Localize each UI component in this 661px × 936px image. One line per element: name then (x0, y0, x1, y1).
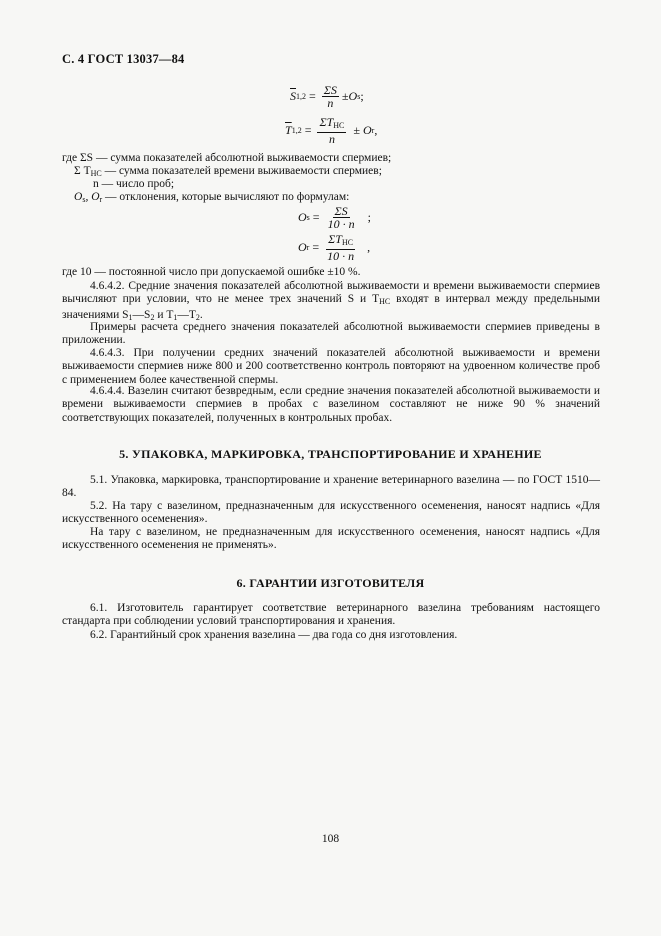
para-5-2: 5.2. На тару с вазелином, предназначенным для искусственного осеменения, наносят надпись «Для искусственного осеменения». (62, 500, 600, 526)
para-4642-text-a: 4.6.4.2. Средние значения показателей абсолютной выживаемости и времени выживаемости спермиев вычисляют при условии, что не менее трех значений S и T (62, 280, 600, 306)
para-constant: где 10 — постоянной число при допускаемой ошибке ±10 %. (62, 266, 361, 278)
formula-t-num: ΣT (319, 115, 334, 129)
para-4642-text-f: . (199, 308, 203, 321)
def-sum-t-sub: НС (90, 169, 102, 178)
formula-os-den: 10 · n (327, 217, 355, 231)
def-sum-s: где ΣS — сумма показателей абсолютной выживаемости спермиев; (62, 152, 392, 164)
def-os-sub: s (82, 195, 86, 204)
para-4642-text-d: и T (154, 308, 174, 321)
formula-os-lhs-sub: s (306, 213, 310, 222)
formula-t-lhs: $\overline{T}$ (285, 123, 292, 137)
def-n: n — число проб; (93, 178, 175, 190)
page-header: С. 4 ГОСТ 13037—84 (62, 52, 185, 66)
page-number: 108 (321, 833, 340, 845)
para-4642-text-c: —S (132, 308, 151, 321)
formula-t-rhs: ± O (353, 123, 372, 137)
formula-os-num: ΣS (334, 204, 348, 218)
formula-s: $\overline{S}$ 1,2 = $\frac{\Sigma S}{n}$ ±O s ; (290, 83, 364, 110)
def-sum-t-text: — сумма показателей времени выживаемости спермиев; (101, 165, 382, 177)
formula-or-num: ΣT (328, 232, 342, 246)
formula-t: $\overline{T}$ 1,2 = $\frac{\Sigma T_{НС}}{n}$ ± O r , (285, 115, 378, 146)
formula-or-den: 10 · n (327, 249, 355, 263)
def-deviations-text: — отклонения, которые вычисляют по формулам: (102, 191, 350, 203)
para-6-1: 6.1. Изготовитель гарантирует соответствие ветеринарного вазелина требованиям настоящего стандарта при соблюдении условий транспортирования и хранения. (62, 602, 600, 628)
def-deviations (74, 191, 349, 206)
para-4643: 4.6.4.3. При получении средних значений показателей абсолютной выживаемости и времени выживаемости спермиев ниже 800 и 200 соответственно контроль повторяют на удвоенном количестве проб с применением более качественной спермы. (62, 347, 600, 386)
para-4642: 4.6.4.2. Средние значения показателей абсолютной выживаемости и времени выживаемости спермиев вычисляют при условии, что не менее трех значений S и $T_{НС}$ входят в интервал между предельными значениями $S_1—S_2$ и $T_1—T_2$. (62, 280, 600, 322)
para-examples: Примеры расчета среднего значения показателей абсолютной выживаемости спермиев приведены в приложении. (62, 321, 600, 347)
formula-t-end: , (374, 123, 378, 137)
formula-os-end: ; (367, 210, 371, 224)
def-sum-t-symbol: Σ T (74, 165, 91, 177)
formula-s-rhs-sub: s (357, 92, 361, 101)
para-4642-text-b: входят в интервал между предельными значениями S (62, 293, 600, 321)
formula-s-lhs: $\overline{S}$ (290, 89, 296, 103)
para-4644: 4.6.4.4. Вазелин считают безвредным, если средние значения показателей абсолютной выживаемости и времени выживаемости спермиев в пробах с вазелином составляют не ниже 90 % значений соответствующих показателей, полученных в контрольных пробах. (62, 385, 600, 424)
para-4642-text-e: —T (177, 308, 196, 321)
formula-s-rhs: ±O (341, 89, 358, 103)
formula-t-rhs-sub: r (371, 126, 375, 135)
formula-or: O r = $\frac{\Sigma T_{НС}}{10 \cdot n}$ , (298, 232, 371, 263)
def-or-sub: r (99, 195, 103, 204)
para-6-2: 6.2. Гарантийный срок хранения вазелина — два года со дня изготовления. (90, 629, 458, 641)
para-5-1: 5.1. Упаковка, маркировка, транспортирование и хранение ветеринарного вазелина — по ГОСТ 1510—84. (62, 474, 600, 500)
section-5-title: 5. УПАКОВКА, МАРКИРОВКА, ТРАНСПОРТИРОВАНИЕ И ХРАНЕНИЕ (119, 447, 542, 461)
formula-t-den: n (328, 132, 335, 146)
formula-or-num-sub: НС (341, 238, 354, 247)
formula-os-lhs: O (298, 210, 307, 224)
formula-s-num: ΣS (323, 83, 337, 97)
formula-t-sub: 1,2 (291, 126, 302, 135)
para-4642-sub: НС (379, 297, 391, 307)
def-or-symbol: , O (85, 191, 100, 203)
formula-s-end: ; (360, 89, 364, 103)
formula-s-den: n (327, 96, 334, 110)
section-6-title: 6. ГАРАНТИИ ИЗГОТОВИТЕЛЯ (236, 576, 425, 590)
formula-os: O s = $\frac{\Sigma S}{10 \cdot n}$ ; (298, 204, 371, 231)
para-5-2-b: На тару с вазелином, не предназначенным для искусственного осеменения, наносят надпись «Для искусственного осеменения не применять». (62, 526, 600, 552)
def-os-symbol: O (74, 191, 83, 203)
formula-s-sub: 1,2 (296, 92, 306, 101)
formula-t-num-sub: НС (333, 121, 345, 130)
formula-or-end: , (367, 240, 371, 254)
formula-or-lhs: O (298, 240, 307, 254)
formula-or-lhs-sub: r (306, 243, 310, 252)
